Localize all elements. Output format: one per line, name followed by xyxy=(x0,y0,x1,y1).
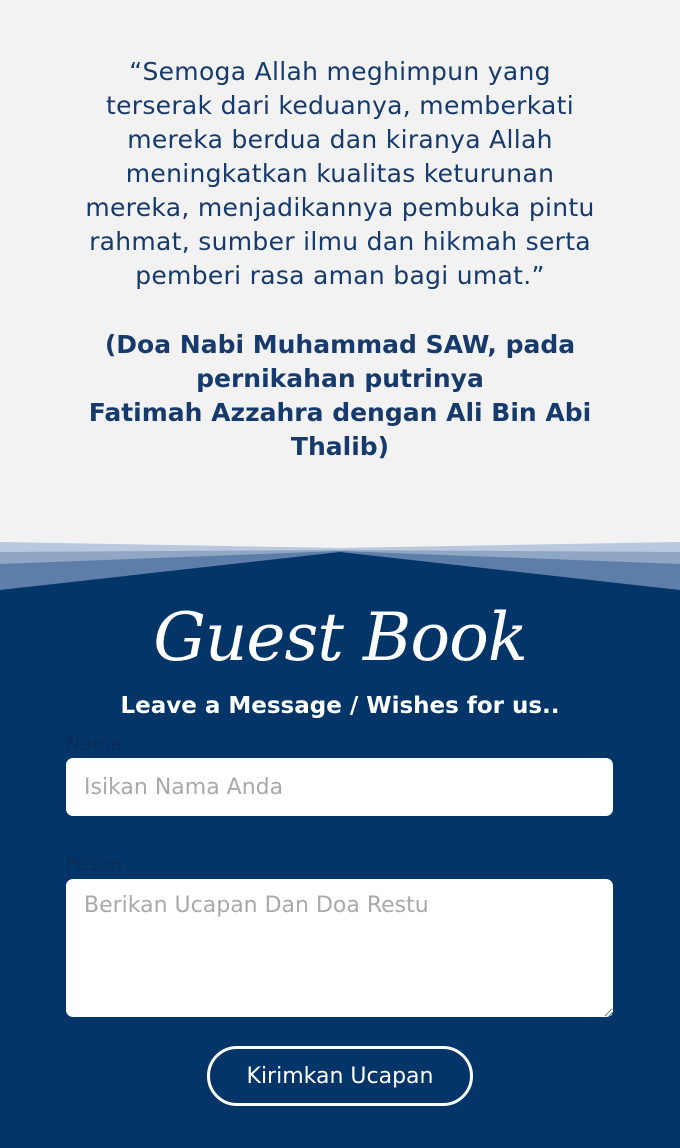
guestbook-title: Guest Book xyxy=(153,599,527,676)
quote-text: “Semoga Allah meghimpun yang terserak dari keduanya, memberkati mereka berdua dan kiranya Allah meningkatkan kualitas keturunan mereka, menjadikannya pembuka pintu rahmat, sumber ilmu dan hikmah serta pemberi rasa aman bagi umat.” xyxy=(85,57,595,290)
guestbook-section xyxy=(0,590,680,1148)
quote-section xyxy=(0,0,680,545)
guestbook-subtitle: Leave a Message / Wishes for us.. xyxy=(120,693,560,719)
quote-source: (Doa Nabi Muhammad SAW, pada pernikahan putrinya Fatimah Azzahra dengan Ali Bin Abi Thalib) xyxy=(88,330,592,461)
message-input[interactable] xyxy=(66,879,613,1017)
name-input[interactable] xyxy=(66,758,613,816)
name-label: Nama xyxy=(66,733,123,755)
submit-button[interactable]: Kirimkan Ucapan xyxy=(207,1046,473,1106)
message-label: Pesan xyxy=(66,853,123,875)
